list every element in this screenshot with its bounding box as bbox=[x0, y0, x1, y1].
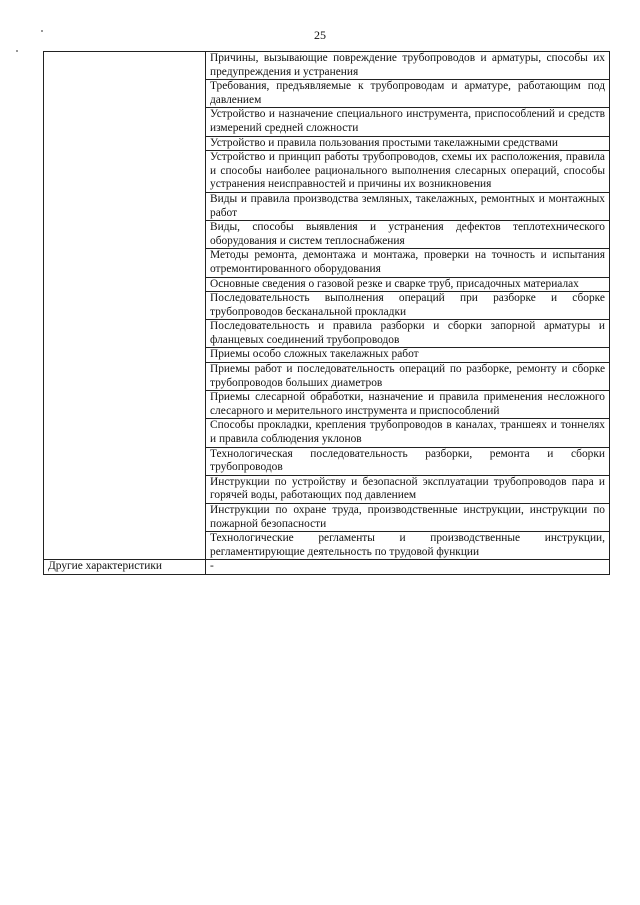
knowledge-item: Требования, предъявляемые к трубопроводам и арматуре, работающим под давлением bbox=[206, 80, 610, 108]
page-number: 25 bbox=[314, 28, 326, 42]
knowledge-item: Инструкции по устройству и безопасной эксплуатации трубопроводов пара и горячей воды, работающих под давлением bbox=[206, 475, 610, 503]
knowledge-item: Способы прокладки, крепления трубопроводов в каналах, траншеях и тоннелях и правила соблюдения уклонов bbox=[206, 419, 610, 447]
other-characteristics-label: Другие характеристики bbox=[44, 560, 206, 575]
knowledge-item: Последовательность выполнения операций при разборке и сборке трубопроводов бесканальной прокладки bbox=[206, 292, 610, 320]
knowledge-item: Устройство и принцип работы трубопроводов, схемы их расположения, правила и способы наиболее рационального выполнения слесарных операций, способы устранения неисправностей и причины их возникновения bbox=[206, 151, 610, 193]
scan-speck bbox=[41, 30, 43, 32]
knowledge-item: Приемы слесарной обработки, назначение и правила применения несложного слесарного и мерительного инструмента и приспособлений bbox=[206, 391, 610, 419]
knowledge-item: Виды и правила производства земляных, такелажных, ремонтных и монтажных работ bbox=[206, 192, 610, 220]
knowledge-item: Причины, вызывающие повреждение трубопроводов и арматуры, способы их предупреждения и устранения bbox=[206, 52, 610, 80]
knowledge-item: Методы ремонта, демонтажа и монтажа, проверки на точность и испытания отремонтированного оборудования bbox=[206, 249, 610, 277]
knowledge-label-cell bbox=[44, 52, 206, 560]
knowledge-row bbox=[44, 52, 610, 80]
knowledge-item: Последовательность и правила разборки и сборки запорной арматуры и фланцевых соединений трубопроводов bbox=[206, 320, 610, 348]
knowledge-item: Устройство и правила пользования простыми такелажными средствами bbox=[206, 136, 610, 151]
knowledge-item: Виды, способы выявления и устранения дефектов теплотехнического оборудования и систем теплоснабжения bbox=[206, 221, 610, 249]
knowledge-item: Приемы особо сложных такелажных работ bbox=[206, 348, 610, 363]
knowledge-item: Приемы работ и последовательность операций по разборке, ремонту и сборке трубопроводов больших диаметров bbox=[206, 363, 610, 391]
knowledge-item: Основные сведения о газовой резке и сварке труб, присадочных материалах bbox=[206, 277, 610, 292]
scan-speck bbox=[16, 50, 18, 52]
knowledge-item: Устройство и назначение специального инструмента, приспособлений и средств измерений средней сложности bbox=[206, 108, 610, 136]
knowledge-item: Технологическая последовательность разборки, ремонта и сборки трубопроводов bbox=[206, 447, 610, 475]
knowledge-item: Инструкции по охране труда, производственные инструкции, инструкции по пожарной безопасности bbox=[206, 504, 610, 532]
knowledge-item: Технологические регламенты и производственные инструкции, регламентирующие деятельность по трудовой функции bbox=[206, 532, 610, 560]
other-characteristics-row bbox=[44, 560, 610, 575]
knowledge-table bbox=[43, 51, 610, 575]
knowledge-table-body bbox=[44, 52, 610, 560]
other-characteristics-value: - bbox=[206, 560, 610, 575]
